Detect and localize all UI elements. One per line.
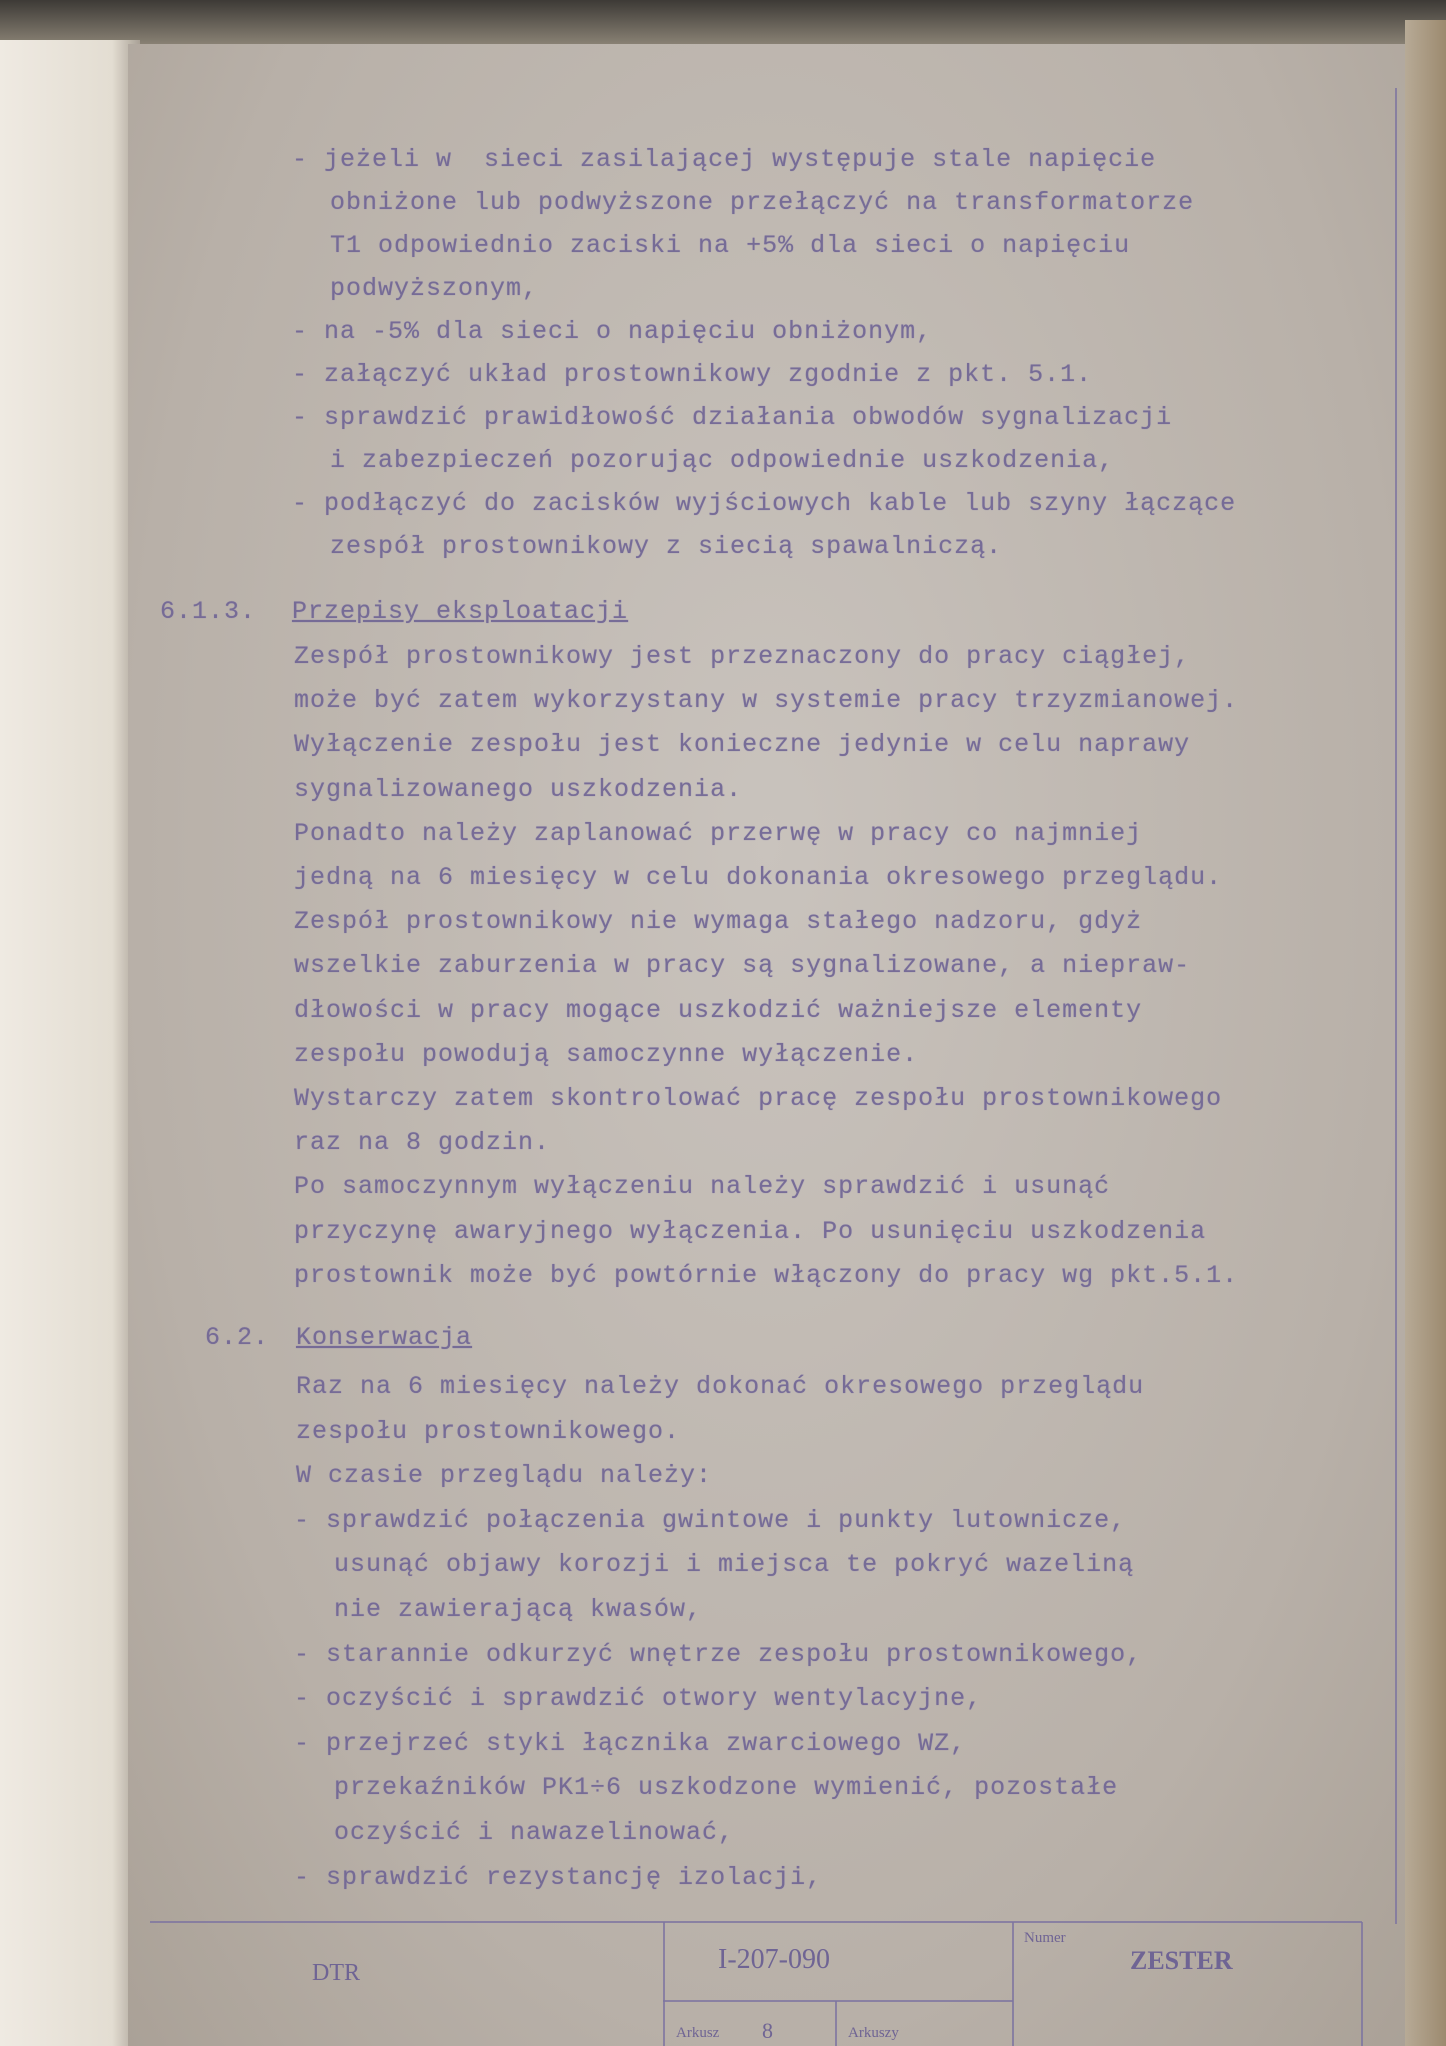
footer-sheet-label: Arkusz bbox=[676, 2025, 720, 2041]
page-border-right bbox=[1395, 88, 1397, 1924]
bullet-line: - załączyć układ prostownikowy zgodnie z pkt. 5.1. bbox=[292, 360, 1093, 389]
paragraph-line: usunąć objawy korozji i miejsca te pokryć wazeliną bbox=[334, 1550, 1135, 1580]
footer-numer-value: ZESTER bbox=[1130, 1946, 1233, 1975]
bullet-line: podwyższonym, bbox=[330, 274, 539, 303]
paragraph-line: sygnalizowanego uszkodzenia. bbox=[294, 774, 743, 804]
bullet-line: - jeżeli w sieci zasilającej występuje stale napięcie bbox=[292, 145, 1157, 174]
footer-divider bbox=[1361, 1922, 1363, 2046]
footer-doc-number: I-207-090 bbox=[718, 1944, 830, 1975]
footer-numer-label: Numer bbox=[1024, 1930, 1066, 1946]
paragraph-line: przekaźników PK1÷6 uszkodzone wymienić, pozostałe bbox=[334, 1773, 1119, 1803]
paragraph-line: Wyłączenie zespołu jest konieczne jedynie w celu naprawy bbox=[294, 730, 1191, 760]
paragraph-line: jedną na 6 miesięcy w celu dokonania okresowego przeglądu. bbox=[294, 863, 1223, 892]
paragraph-line: Po samoczynnym wyłączeniu należy sprawdzić i usunąć bbox=[294, 1172, 1111, 1202]
bullet-line: - sprawdzić prawidłowość działania obwodów sygnalizacji bbox=[292, 403, 1173, 432]
paragraph-line: Wystarczy zatem skontrolować pracę zespołu prostownikowego bbox=[294, 1084, 1223, 1113]
paragraph-line: - przejrzeć styki łącznika zwarciowego WZ, bbox=[294, 1728, 967, 1758]
paragraph-line: Raz na 6 miesięcy należy dokonać okresowego przeglądu bbox=[296, 1372, 1145, 1401]
bullet-line: - podłączyć do zacisków wyjściowych kable lub szyny łączące bbox=[292, 489, 1237, 518]
footer-sheet-value: 8 bbox=[762, 2018, 773, 2043]
paragraph-line: Ponadto należy zaplanować przerwę w pracy co najmniej bbox=[294, 818, 1143, 848]
facing-page-edge bbox=[0, 40, 140, 2046]
paragraph-line: - sprawdzić rezystancję izolacji, bbox=[294, 1862, 823, 1892]
section-number: 6.2. bbox=[205, 1323, 270, 1352]
paragraph-line: przyczynę awaryjnego wyłączenia. Po usunięciu uszkodzenia bbox=[294, 1216, 1207, 1246]
paragraph-line: raz na 8 godzin. bbox=[294, 1128, 551, 1158]
footer-divider bbox=[835, 2001, 837, 2046]
section-number: 6.1.3. bbox=[160, 597, 257, 626]
paragraph-line: prostownik może być powtórnie włączony do pracy wg pkt.5.1. bbox=[294, 1260, 1239, 1290]
paragraph-line: oczyścić i nawazelinować, bbox=[334, 1818, 735, 1847]
paragraph-line: W czasie przeglądu należy: bbox=[296, 1461, 713, 1491]
bullet-line: zespół prostownikowy z siecią spawalniczą. bbox=[330, 532, 1003, 561]
paragraph-line: zespołu powodują samoczynne wyłączenie. bbox=[294, 1039, 919, 1069]
paragraph-line: - oczyścić i sprawdzić otwory wentylacyjne, bbox=[294, 1684, 983, 1714]
scan-top-band bbox=[0, 0, 1446, 48]
footer-divider bbox=[1012, 1922, 1014, 2046]
footer-inner-rule bbox=[663, 2000, 1013, 2002]
bullet-line: obniżone lub podwyższone przełączyć na transformatorze bbox=[330, 188, 1195, 217]
paragraph-line: nie zawierającą kwasów, bbox=[334, 1595, 703, 1624]
paragraph-line: wszelkie zaburzenia w pracy są sygnalizowane, a niepraw- bbox=[294, 951, 1191, 981]
section-heading: Konserwacja bbox=[296, 1323, 473, 1352]
footer-sheets-label: Arkuszy bbox=[848, 2025, 899, 2041]
paragraph-line: zespołu prostownikowego. bbox=[296, 1416, 681, 1446]
footer-doc-type: DTR bbox=[312, 1960, 360, 1986]
footer-top-rule bbox=[150, 1921, 1362, 1923]
paragraph-line: - sprawdzić połączenia gwintowe i punkty lutownicze, bbox=[294, 1505, 1127, 1535]
paragraph-line: - starannie odkurzyć wnętrze zespołu prostownikowego, bbox=[294, 1639, 1143, 1669]
section-heading: Przepisy eksploatacji bbox=[292, 597, 629, 626]
footer-divider bbox=[663, 1922, 665, 2046]
paragraph-line: Zespół prostownikowy jest przeznaczony do pracy ciągłej, bbox=[294, 642, 1191, 671]
paragraph-line: Zespół prostownikowy nie wymaga stałego nadzoru, gdyż bbox=[294, 907, 1143, 937]
page-edge-right bbox=[1405, 20, 1446, 2046]
bullet-line: i zabezpieczeń pozorując odpowiednie uszkodzenia, bbox=[330, 446, 1115, 475]
paragraph-line: dłowości w pracy mogące uszkodzić ważniejsze elementy bbox=[294, 995, 1143, 1025]
bullet-line: - na -5% dla sieci o napięciu obniżonym, bbox=[292, 317, 933, 346]
bullet-line: T1 odpowiednio zaciski na +5% dla sieci o napięciu bbox=[330, 231, 1131, 260]
paragraph-line: może być zatem wykorzystany w systemie pracy trzyzmianowej. bbox=[294, 686, 1239, 716]
